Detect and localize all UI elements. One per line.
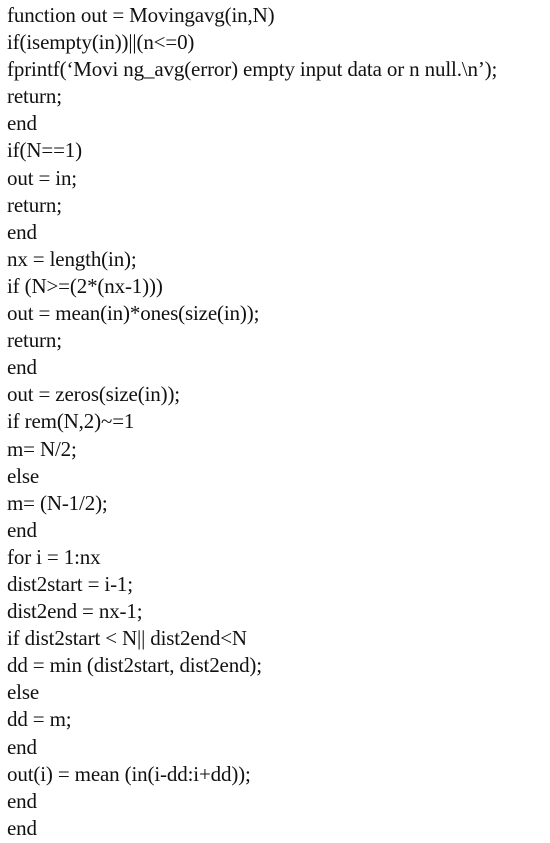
- code-line-23: dist2end = nx-1;: [7, 599, 143, 624]
- code-line-27: dd = m;: [7, 707, 72, 732]
- code-line-4: return;: [7, 84, 62, 109]
- code-line-15: out = zeros(size(in));: [7, 382, 180, 407]
- code-line-14: end: [7, 355, 37, 380]
- code-line-26: else: [7, 680, 40, 705]
- code-line-17: m= N/2;: [7, 436, 77, 461]
- code-line-1: function out = Movingavg(in,N): [7, 3, 275, 27]
- code-line-18: else: [7, 463, 40, 488]
- code-line-5: end: [7, 111, 37, 136]
- code-line-25: dd = min (dist2start, dist2end);: [7, 653, 262, 678]
- code-line-6: if(N==1): [7, 138, 82, 163]
- code-line-28: end: [7, 734, 37, 759]
- code-line-2: if(isempty(in))||(n<=0): [7, 30, 195, 55]
- code-line-31: end: [7, 815, 37, 840]
- code-line-29: out(i) = mean (in(i-dd:i+dd));: [7, 761, 251, 786]
- code-line-19: m= (N-1/2);: [7, 490, 108, 515]
- code-line-7: out = in;: [7, 165, 77, 190]
- code-line-9: end: [7, 219, 37, 244]
- code-line-12: out = mean(in)*ones(size(in));: [7, 301, 260, 326]
- code-line-16: if rem(N,2)~=1: [7, 409, 135, 434]
- code-line-11: if (N>=(2*(nx-1))): [7, 273, 163, 298]
- code-line-22: dist2start = i-1;: [7, 571, 133, 596]
- code-line-21: for i = 1:nx: [7, 544, 101, 569]
- code-line-20: end: [7, 517, 37, 542]
- code-line-3: fprintf(‘Movi ng_avg(error) empty input data or n null.\n’);: [7, 57, 498, 82]
- code-line-30: end: [7, 788, 37, 813]
- code-line-10: nx = length(in);: [7, 246, 137, 271]
- code-line-24: if dist2start < N|| dist2end<N: [7, 626, 247, 651]
- code-line-8: return;: [7, 192, 62, 217]
- code-line-13: return;: [7, 328, 62, 353]
